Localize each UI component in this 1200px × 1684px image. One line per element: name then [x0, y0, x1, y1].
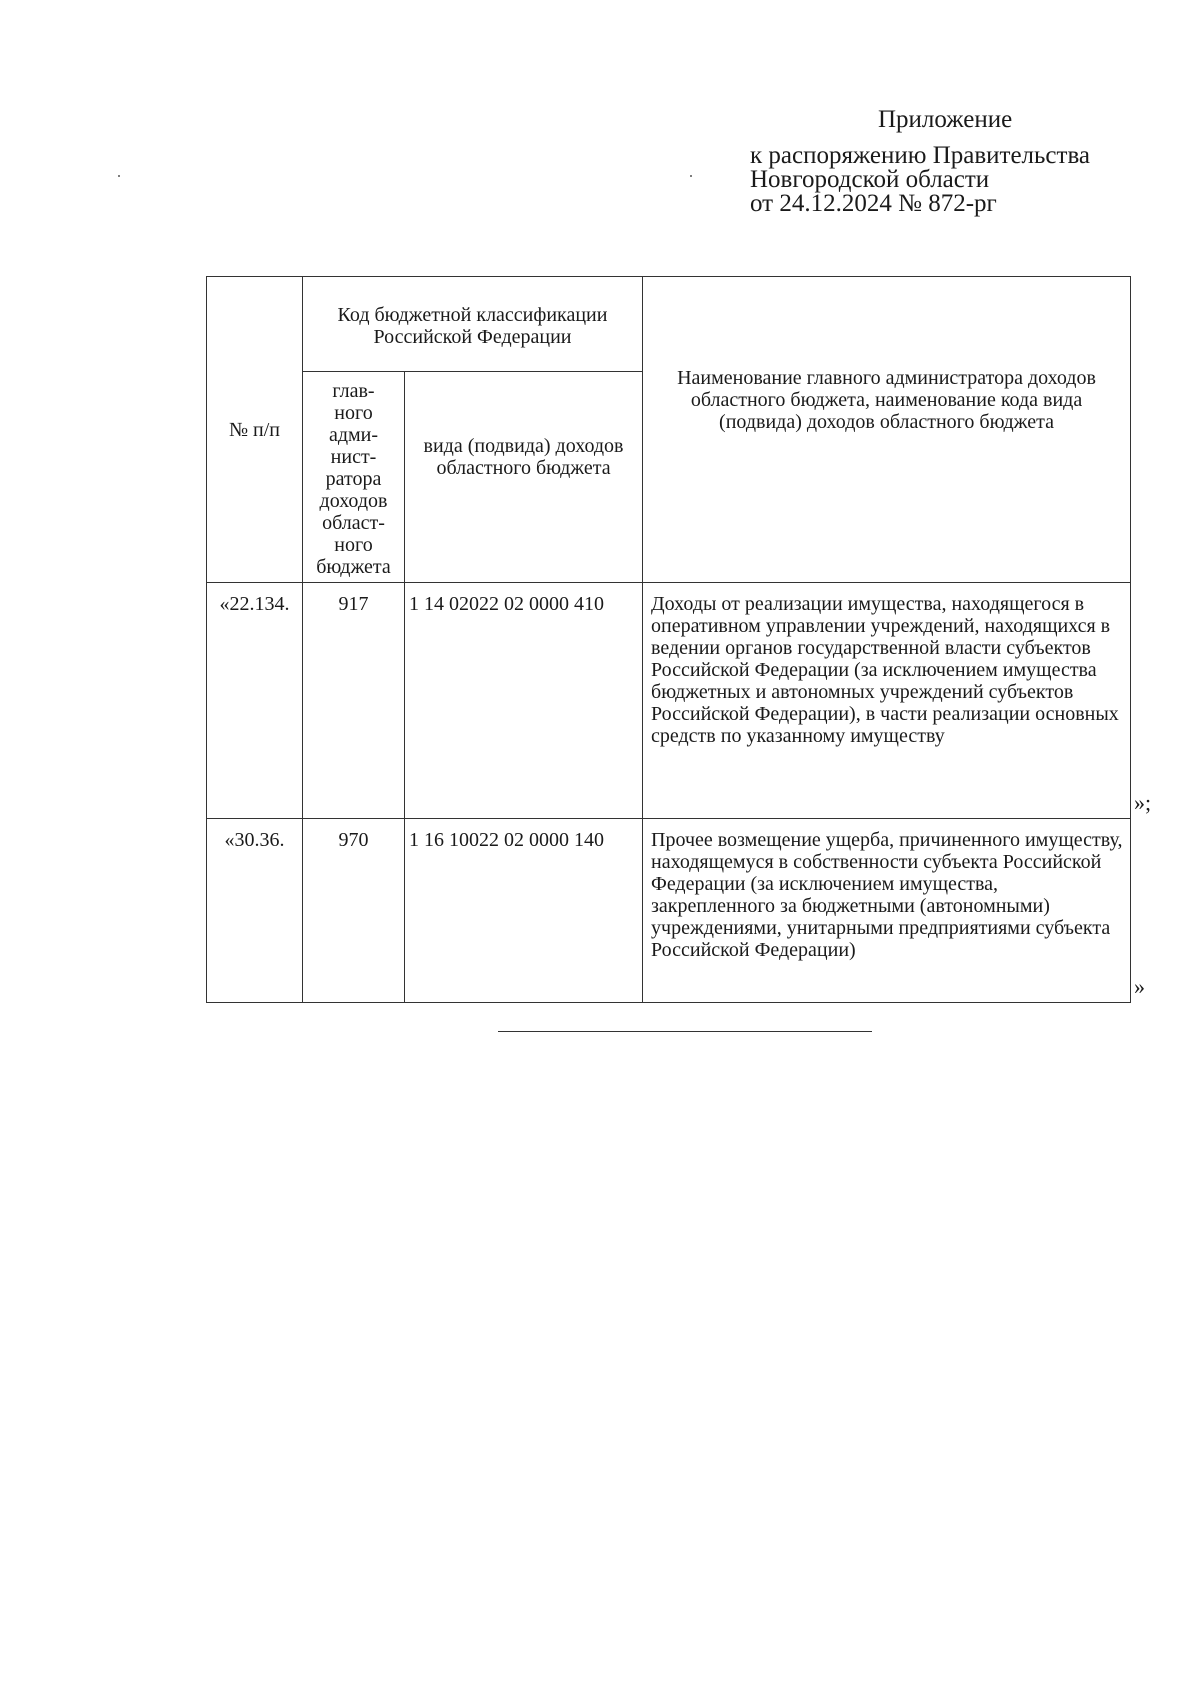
- row-number: «22.134.: [207, 583, 303, 819]
- table-row: [207, 583, 1131, 819]
- row-income-name: Доходы от реализации имущества, находящегося в оперативном управлении учреждений, находящихся в ведении органов государственной власти субъектов Российской Федерации (за исключением имущества бюджетных и автономных учреждений субъектов Российской Федерации), в части реализации основных средств по указанному имуществу: [643, 583, 1131, 819]
- header-admin-code: глав- ного адми- нист- ратора доходов област- ного бюджета: [303, 372, 405, 583]
- appendix-title: Приложение: [878, 106, 1013, 133]
- row-income-name: Прочее возмещение ущерба, причиненного имуществу, находящемуся в собственности субъекта Российской Федерации (за исключением имущества, закрепленного за бюджетными (автономными) учреждениями, унитарными предприятиями субъекта Российской Федерации): [643, 819, 1131, 1003]
- header-name: Наименование главного администратора доходов областного бюджета, наименование кода вида (подвида) доходов областного бюджета: [643, 277, 1131, 583]
- header-kind-code: вида (подвида) доходов областного бюджета: [405, 372, 643, 583]
- scan-speck: [690, 175, 692, 177]
- appendix-header: [750, 108, 1190, 216]
- row-income-code: 1 14 02022 02 0000 410: [405, 583, 643, 819]
- scan-speck: [118, 175, 120, 177]
- row-closing-quote: »;: [1134, 790, 1152, 815]
- row-admin-code: 970: [303, 819, 405, 1003]
- row-closing-quote: »: [1134, 974, 1145, 999]
- appendix-line-3: от 24.12.2024 № 872-рг: [750, 190, 997, 217]
- row-income-code: 1 16 10022 02 0000 140: [405, 819, 643, 1003]
- table-header-row: [207, 277, 1131, 372]
- budget-classification-table: [206, 276, 1131, 1003]
- row-number: «30.36.: [207, 819, 303, 1003]
- row-admin-code: 917: [303, 583, 405, 819]
- table-row: [207, 819, 1131, 1003]
- header-code-group: Код бюджетной классификации Российской Федерации: [303, 277, 643, 372]
- header-number: № п/п: [207, 277, 303, 583]
- appendix-line-2: Новгородской области: [750, 166, 990, 193]
- appendix-line-1: к распоряжению Правительства: [750, 142, 1091, 169]
- closing-rule: [498, 1031, 872, 1032]
